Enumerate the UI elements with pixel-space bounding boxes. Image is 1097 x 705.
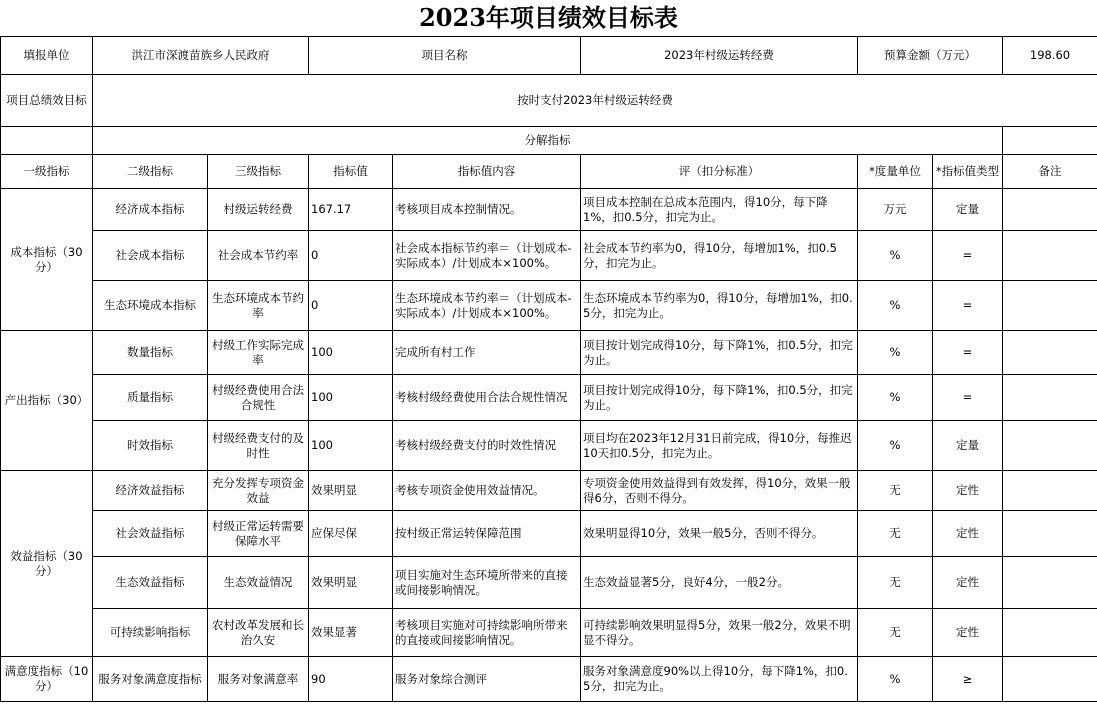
project-label: 项目名称	[309, 37, 581, 75]
level2-cell: 可持续影响指标	[93, 609, 208, 657]
table-row	[1, 231, 1097, 281]
value-cell: 100	[309, 375, 393, 421]
type-cell: 定量	[933, 421, 1003, 471]
content-cell: 按村级正常运转保障范围	[393, 511, 581, 557]
criteria-cell: 可持续影响效果明显得5分，效果一般2分，效果不明显不得分。	[581, 609, 858, 657]
type-cell: 定性	[933, 511, 1003, 557]
criteria-cell: 项目成本控制在总成本范围内，得10分，每下降1%，扣0.5分，扣完为止。	[581, 189, 858, 231]
criteria-cell: 服务对象满意度90%以上得10分，每下降1%，扣0.5分，扣完为止。	[581, 657, 858, 702]
note-cell	[1003, 609, 1097, 657]
level2-cell: 社会成本指标	[93, 231, 208, 281]
note-cell	[1003, 375, 1097, 421]
note-cell	[1003, 557, 1097, 609]
unit-cell: 无	[858, 471, 933, 511]
type-cell: 定性	[933, 609, 1003, 657]
note-cell	[1003, 189, 1097, 231]
level3-cell: 充分发挥专项资金效益	[208, 471, 309, 511]
content-cell: 社会成本指标节约率＝（计划成本-实际成本）/计划成本×100%。	[393, 231, 581, 281]
level3-cell: 村级正常运转需要保障水平	[208, 511, 309, 557]
table-row	[1, 421, 1097, 471]
value-cell: 100	[309, 421, 393, 471]
column-header: 指标值内容	[393, 155, 581, 189]
section-label: 分解指标	[93, 127, 1003, 155]
criteria-cell: 生态环境成本节约率为0，得10分，每增加1%，扣0.5分，扣完为止。	[581, 281, 858, 331]
unit-cell: %	[858, 375, 933, 421]
content-cell: 考核村级经费使用合法合规性情况	[393, 375, 581, 421]
level3-cell: 村级经费支付的及时性	[208, 421, 309, 471]
level2-cell: 经济效益指标	[93, 471, 208, 511]
content-cell: 考核村级经费支付的时效性情况	[393, 421, 581, 471]
level2-cell: 质量指标	[93, 375, 208, 421]
table-row	[1, 557, 1097, 609]
level3-cell: 农村改革发展和长治久安	[208, 609, 309, 657]
column-header-row	[1, 155, 1097, 189]
value-cell: 效果明显	[309, 557, 393, 609]
level3-cell: 社会成本节约率	[208, 231, 309, 281]
table-row	[1, 375, 1097, 421]
table-row	[1, 281, 1097, 331]
level2-cell: 时效指标	[93, 421, 208, 471]
content-cell: 完成所有村工作	[393, 331, 581, 375]
criteria-cell: 项目按计划完成得10分，每下降1%，扣0.5分，扣完为止。	[581, 331, 858, 375]
content-cell: 服务对象综合测评	[393, 657, 581, 702]
note-cell	[1003, 511, 1097, 557]
note-cell	[1003, 331, 1097, 375]
type-cell: ≥	[933, 657, 1003, 702]
column-header: 指标值	[309, 155, 393, 189]
level1-cell: 成本指标（30分）	[1, 189, 93, 331]
unit-cell: 无	[858, 609, 933, 657]
table-row	[1, 511, 1097, 557]
performance-table	[0, 36, 1097, 702]
content-cell: 项目实施对生态环境所带来的直接或间接影响情况。	[393, 557, 581, 609]
header-row	[1, 37, 1097, 75]
project-value: 2023年村级运转经费	[581, 37, 858, 75]
type-cell: =	[933, 375, 1003, 421]
value-cell: 效果明显	[309, 471, 393, 511]
table-row	[1, 657, 1097, 702]
unit-cell: 万元	[858, 189, 933, 231]
content-cell: 生态环境成本节约率＝（计划成本-实际成本）/计划成本×100%。	[393, 281, 581, 331]
unit-cell: %	[858, 421, 933, 471]
level2-cell: 生态环境成本指标	[93, 281, 208, 331]
overall-value: 按时支付2023年村级运转经费	[93, 75, 1097, 127]
content-cell: 考核项目实施对可持续影响所带来的直接或间接影响情况。	[393, 609, 581, 657]
table-row	[1, 609, 1097, 657]
column-header: 二级指标	[93, 155, 208, 189]
type-cell: =	[933, 231, 1003, 281]
level2-cell: 数量指标	[93, 331, 208, 375]
level2-cell: 经济成本指标	[93, 189, 208, 231]
level2-cell: 社会效益指标	[93, 511, 208, 557]
column-header: 备注	[1003, 155, 1097, 189]
unit-cell: %	[858, 331, 933, 375]
criteria-cell: 专项资金使用效益得到有效发挥，得10分，效果一般得6分，否则不得分。	[581, 471, 858, 511]
criteria-cell: 生态效益显著5分，良好4分，一般2分。	[581, 557, 858, 609]
criteria-cell: 项目按计划完成得10分，每下降1%，扣0.5分，扣完为止。	[581, 375, 858, 421]
section-spacer	[1003, 127, 1097, 155]
overall-label: 项目总绩效目标	[1, 75, 93, 127]
level3-cell: 村级经费使用合法合规性	[208, 375, 309, 421]
note-cell	[1003, 657, 1097, 702]
table-row	[1, 471, 1097, 511]
level3-cell: 生态效益情况	[208, 557, 309, 609]
column-header: 三级指标	[208, 155, 309, 189]
level3-cell: 生态环境成本节约率	[208, 281, 309, 331]
level3-cell: 村级运转经费	[208, 189, 309, 231]
column-header: 评（扣分标准）	[581, 155, 858, 189]
note-cell	[1003, 421, 1097, 471]
level2-cell: 服务对象满意度指标	[93, 657, 208, 702]
unit-cell: %	[858, 657, 933, 702]
level3-cell: 村级工作实际完成率	[208, 331, 309, 375]
level1-cell: 满意度指标（10分）	[1, 657, 93, 702]
unit-cell: 无	[858, 511, 933, 557]
value-cell: 0	[309, 281, 393, 331]
criteria-cell: 效果明显得10分，效果一般5分，否则不得分。	[581, 511, 858, 557]
column-header: *度量单位	[858, 155, 933, 189]
section-spacer	[1, 127, 93, 155]
budget-value: 198.60	[1003, 37, 1097, 75]
budget-label: 预算金额（万元）	[858, 37, 1003, 75]
section-row	[1, 127, 1097, 155]
criteria-cell: 社会成本节约率为0，得10分，每增加1%，扣0.5分，扣完为止。	[581, 231, 858, 281]
level1-cell: 效益指标（30分）	[1, 471, 93, 657]
value-cell: 0	[309, 231, 393, 281]
unit-cell: %	[858, 231, 933, 281]
unit-cell: %	[858, 281, 933, 331]
column-header: 一级指标	[1, 155, 93, 189]
type-cell: =	[933, 281, 1003, 331]
value-cell: 90	[309, 657, 393, 702]
note-cell	[1003, 471, 1097, 511]
table-row	[1, 331, 1097, 375]
note-cell	[1003, 231, 1097, 281]
column-header: *指标值类型	[933, 155, 1003, 189]
unit-cell: 无	[858, 557, 933, 609]
content-cell: 考核项目成本控制情况。	[393, 189, 581, 231]
value-cell: 效果显著	[309, 609, 393, 657]
page-title: 2023年项目绩效目标表	[419, 3, 678, 32]
overall-row	[1, 75, 1097, 127]
table-row	[1, 189, 1097, 231]
note-cell	[1003, 281, 1097, 331]
unit-label: 填报单位	[1, 37, 93, 75]
criteria-cell: 项目均在2023年12月31日前完成，得10分，每推迟10天扣0.5分，扣完为止。	[581, 421, 858, 471]
level2-cell: 生态效益指标	[93, 557, 208, 609]
value-cell: 100	[309, 331, 393, 375]
type-cell: 定量	[933, 189, 1003, 231]
level3-cell: 服务对象满意率	[208, 657, 309, 702]
type-cell: 定性	[933, 471, 1003, 511]
type-cell: =	[933, 331, 1003, 375]
value-cell: 167.17	[309, 189, 393, 231]
level1-cell: 产出指标（30）	[1, 331, 93, 471]
content-cell: 考核专项资金使用效益情况。	[393, 471, 581, 511]
value-cell: 应保尽保	[309, 511, 393, 557]
type-cell: 定性	[933, 557, 1003, 609]
unit-value: 洪江市深渡苗族乡人民政府	[93, 37, 309, 75]
